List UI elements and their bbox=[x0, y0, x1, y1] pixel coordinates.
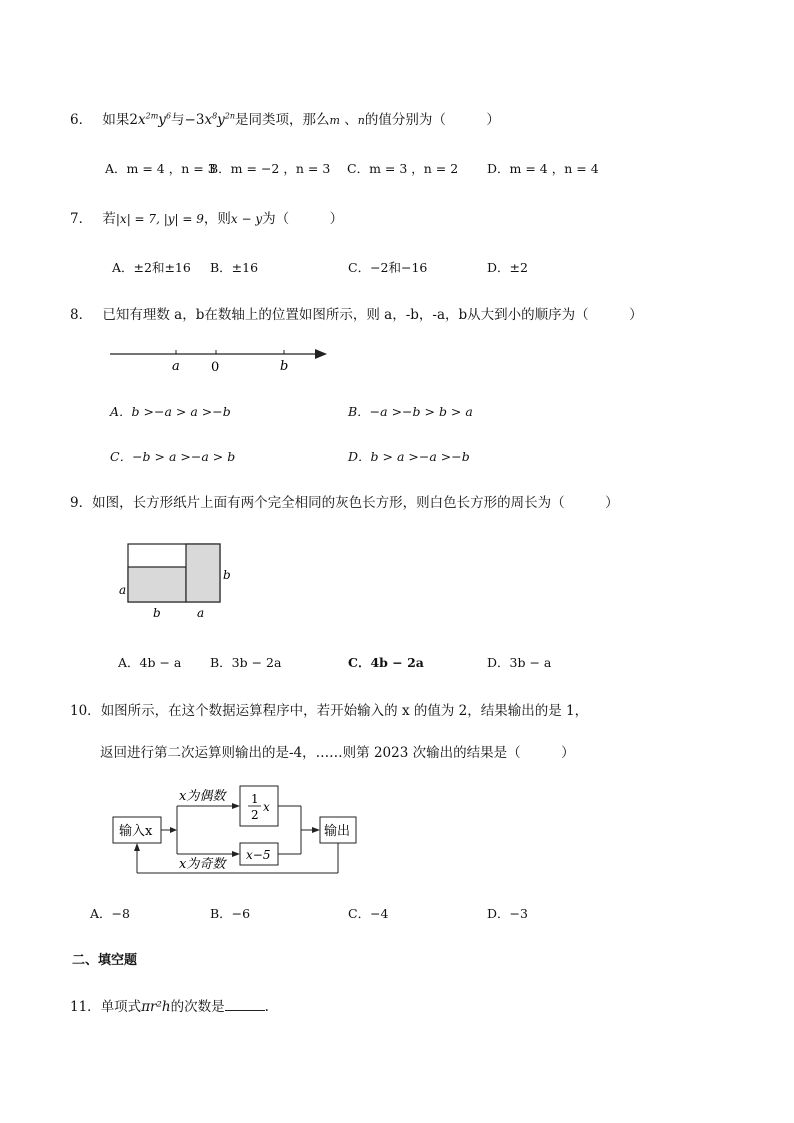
label-a: a bbox=[172, 359, 180, 374]
q8-number: 8． bbox=[70, 307, 93, 323]
rectangle-figure bbox=[115, 540, 240, 622]
q9-text: 如图，长方形纸片上面有两个完全相同的灰色长方形，则白色长方形的周长为（ ） bbox=[92, 495, 619, 511]
flow-half-den: 2 bbox=[251, 808, 259, 822]
q11-post: 的次数是 bbox=[170, 999, 225, 1015]
q10-option-c[interactable]: C．−4 bbox=[348, 906, 389, 921]
q6-mid: 是同类项，那么 bbox=[235, 112, 330, 128]
q7-stem bbox=[70, 207, 343, 227]
gray-rectangle-horizontal bbox=[128, 567, 186, 602]
q7-option-d[interactable]: D．±2 bbox=[487, 260, 528, 275]
q9-option-a[interactable]: A．4b − a bbox=[118, 655, 182, 670]
flow-half-num: 1 bbox=[251, 792, 259, 806]
q10-stem-line2: 返回进行第二次运算则输出的是-4，……则第 2023 次输出的结果是（ ） bbox=[100, 745, 575, 761]
q7-condition: |x| = 7, |y| = 9 bbox=[115, 212, 204, 226]
flow-half-var: x bbox=[263, 800, 270, 814]
q7-expr: x − y bbox=[230, 212, 263, 226]
q10-stem-line1 bbox=[70, 699, 588, 719]
q6-number: 6． bbox=[70, 112, 93, 128]
q6-term1: $2x^{2m}y^6$ bbox=[129, 111, 172, 128]
gray-rectangle-vertical bbox=[186, 544, 220, 602]
q7-option-a[interactable]: A．±2和±16 bbox=[112, 260, 191, 275]
q6-var-m: m bbox=[329, 114, 340, 127]
q6-option-a[interactable]: A．m = 4 ，n = 3 bbox=[105, 161, 216, 176]
q11-stem bbox=[70, 995, 269, 1015]
q7-post: 为（ ） bbox=[262, 211, 344, 227]
q9-number: 9． bbox=[70, 495, 93, 511]
q9-option-b[interactable]: B．3b − 2a bbox=[210, 655, 282, 670]
q6-post: 的值分别为（ ） bbox=[364, 112, 500, 128]
q10-number: 10． bbox=[70, 703, 101, 719]
label-a-left: a bbox=[119, 583, 127, 597]
label-a-bottom: a bbox=[197, 606, 205, 620]
q9-option-d[interactable]: D．3b − a bbox=[487, 655, 552, 670]
q11-monomial: πr²h bbox=[141, 999, 171, 1015]
q8-stem bbox=[70, 303, 643, 323]
q6-joiner: 与 bbox=[171, 112, 185, 128]
q6-stem bbox=[70, 108, 500, 128]
q7-mid: ，则 bbox=[203, 211, 231, 227]
q8-option-d[interactable]: D．b > a >−a >−b bbox=[348, 449, 470, 464]
q6-option-b[interactable]: B．m = −2 ，n = 3 bbox=[209, 161, 331, 176]
q6-option-c[interactable]: C．m = 3 ，n = 2 bbox=[347, 161, 459, 176]
q9-stem bbox=[70, 491, 619, 511]
q6-term2: $-3x^8y^{2n}$ bbox=[184, 111, 236, 128]
q8-option-b[interactable]: B．−a >−b > b > a bbox=[348, 404, 473, 419]
q8-option-c[interactable]: C．−b > a >−a > b bbox=[110, 449, 236, 464]
q6-var-n: n bbox=[357, 114, 365, 127]
number-line-arrow bbox=[315, 349, 327, 359]
flow-input-label: 输入x bbox=[119, 824, 153, 839]
q6-option-d[interactable]: D．m = 4 ，n = 4 bbox=[487, 161, 599, 176]
flow-even-label: x为偶数 bbox=[179, 789, 226, 804]
q10-line1: 如图所示，在这个数据运算程序中，若开始输入的 x 的值为 2，结果输出的是 1， bbox=[100, 703, 589, 719]
q8-option-a[interactable]: A．b >−a > a >−b bbox=[110, 404, 231, 419]
q10-option-a[interactable]: A．−8 bbox=[90, 906, 130, 921]
q9-option-c[interactable]: C．4b − 2a bbox=[348, 655, 424, 670]
q11-number: 11． bbox=[70, 999, 101, 1015]
q7-pre: 若 bbox=[102, 211, 116, 227]
flowchart-figure bbox=[105, 780, 365, 880]
section-2-title: 二、填空题 bbox=[72, 953, 138, 968]
q7-number: 7． bbox=[70, 211, 93, 227]
q11-pre: 单项式 bbox=[100, 999, 142, 1015]
q6-sep: 、 bbox=[344, 112, 358, 128]
flow-odd-label: x为奇数 bbox=[179, 857, 226, 872]
q10-option-b[interactable]: B．−6 bbox=[210, 906, 251, 921]
label-b-bottom: b bbox=[153, 606, 161, 620]
flow-output-label: 输出 bbox=[324, 824, 351, 839]
q11-end: . bbox=[264, 999, 269, 1015]
q8-text: 已知有理数 a，b在数轴上的位置如图所示，则 a，-b，-a，b从大到小的顺序为（ ） bbox=[102, 307, 643, 323]
label-b: b bbox=[280, 359, 289, 374]
q10-option-d[interactable]: D．−3 bbox=[487, 906, 528, 921]
q7-option-b[interactable]: B．±16 bbox=[210, 260, 259, 275]
flow-minus5-label: x−5 bbox=[246, 848, 271, 862]
q6-pre: 如果 bbox=[102, 112, 130, 128]
label-0: 0 bbox=[211, 360, 220, 375]
q7-option-c[interactable]: C．−2和−16 bbox=[348, 260, 428, 275]
number-line-figure bbox=[105, 342, 335, 376]
label-b-right: b bbox=[223, 568, 231, 582]
q11-answer-blank[interactable] bbox=[225, 998, 265, 1011]
